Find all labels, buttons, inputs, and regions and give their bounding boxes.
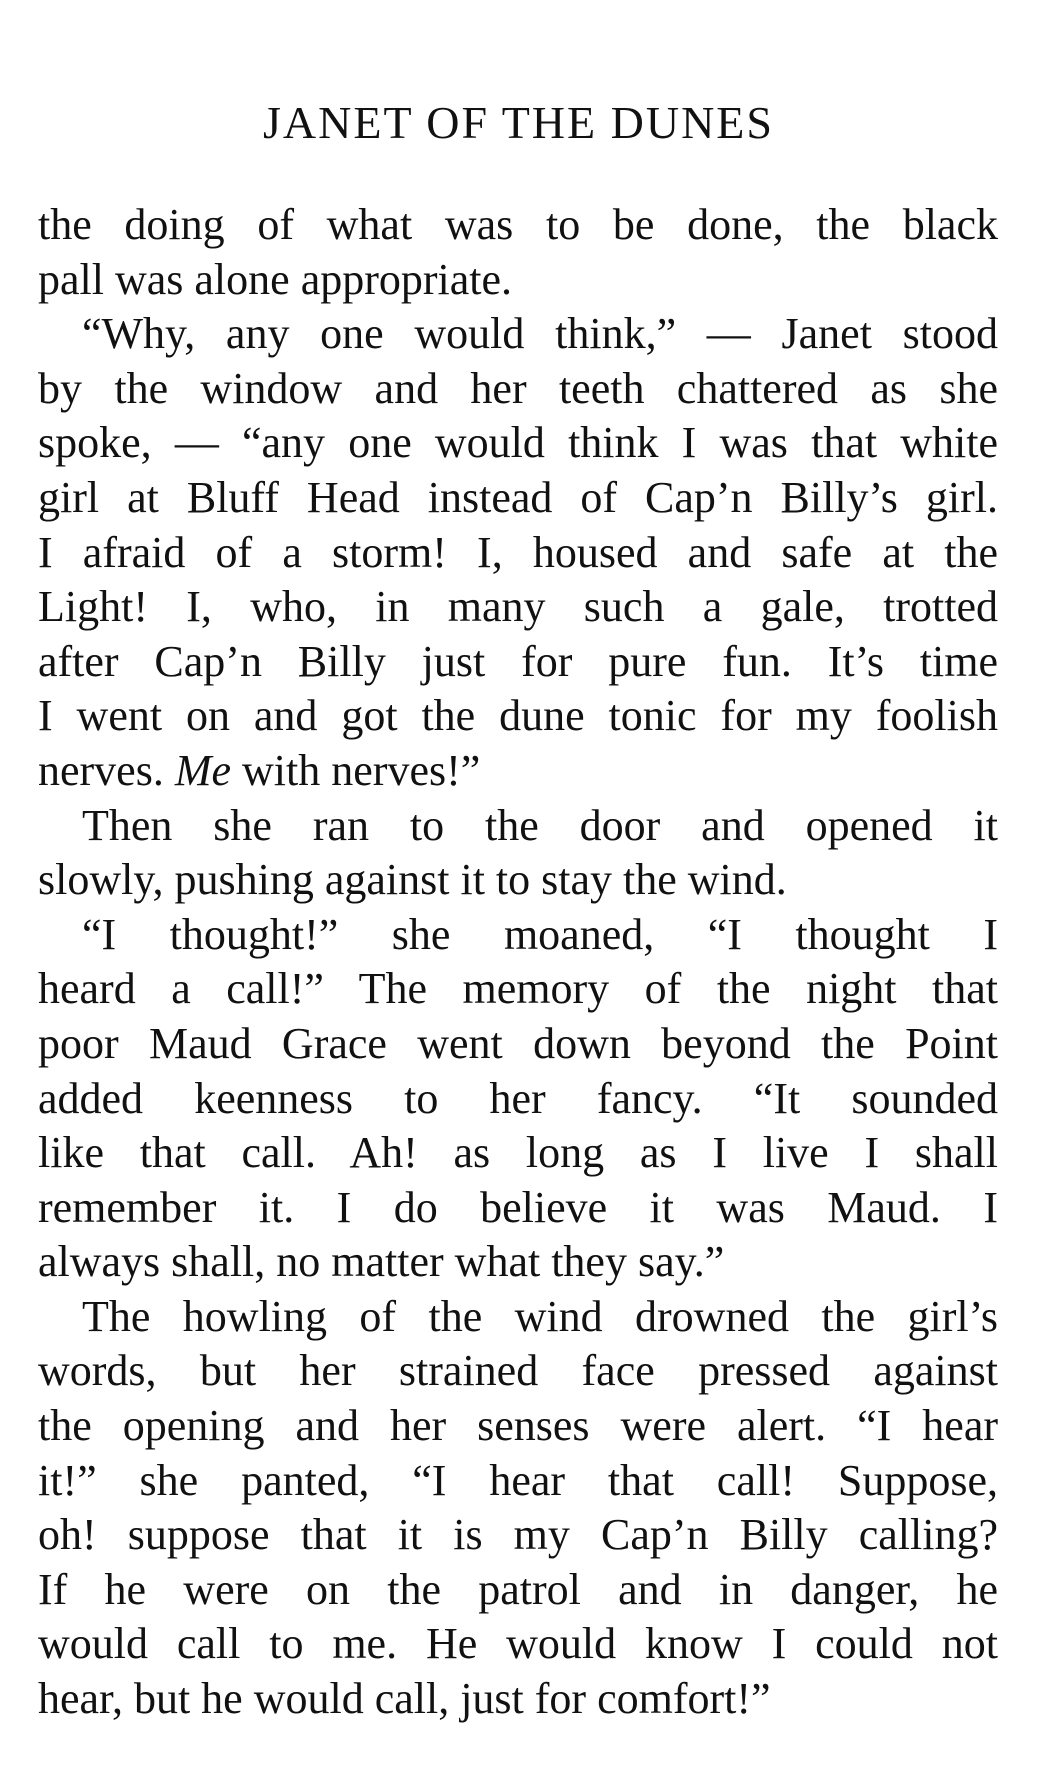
text-line: added keenness to her fancy. “It sounded [38,1073,998,1123]
text-line: remember it. I do believe it was Maud. I [38,1182,998,1232]
text-line: Light! I, who, in many such a gale, trotted [38,582,998,632]
text-line: heard a call!” The memory of the night that [38,964,998,1014]
text-line: the doing of what was to be done, the black [38,200,998,249]
text-line: like that call. Ah! as long as I live I shall [38,1128,998,1178]
text-line: poor Maud Grace went down beyond the Point [38,1018,998,1068]
text-line: The howling of the wind drowned the girl’s [82,1291,998,1341]
text-line: by the window and her teeth chattered as she [38,363,998,413]
text-line [38,744,998,799]
text-line: hear, but he would call, just for comfort!” [38,1674,771,1724]
text-line: “I thought!” she moaned, “I thought I [82,909,998,959]
text-line: spoke, — “any one would think I was that white [38,418,998,468]
text-line: it!” she panted, “I hear that call! Suppose, [38,1455,998,1505]
text-line: pall was alone appropriate. [38,254,513,304]
emphasized-word: Me [174,745,232,795]
text-line: always shall, no matter what they say.” [38,1237,725,1287]
text-line: “Why, any one would think,” — Janet stood [82,309,998,359]
text-line: the opening and her senses were alert. “I hear [38,1401,998,1451]
running-head: JANET OF THE DUNES [263,97,774,148]
text-line: slowly, pushing against it to stay the wind. [38,855,787,905]
text-line: oh! suppose that it is my Cap’n Billy calling? [38,1510,998,1560]
text-line: If he were on the patrol and in danger, he [38,1564,998,1614]
body-text [38,198,998,1727]
text-line: would call to me. He would know I could not [38,1619,998,1669]
text-segment: with nerves!” [231,745,481,795]
text-line: Then she ran to the door and opened it [82,800,998,850]
text-segment: nerves. [38,745,175,795]
text-line: I went on and got the dune tonic for my foolish [38,691,998,741]
text-line: words, but her strained face pressed against [38,1346,998,1396]
text-line: after Cap’n Billy just for pure fun. It’s time [38,636,998,686]
text-line: girl at Bluff Head instead of Cap’n Billy’s girl. [38,472,998,522]
text-line: I afraid of a storm! I, housed and safe at the [38,527,998,577]
